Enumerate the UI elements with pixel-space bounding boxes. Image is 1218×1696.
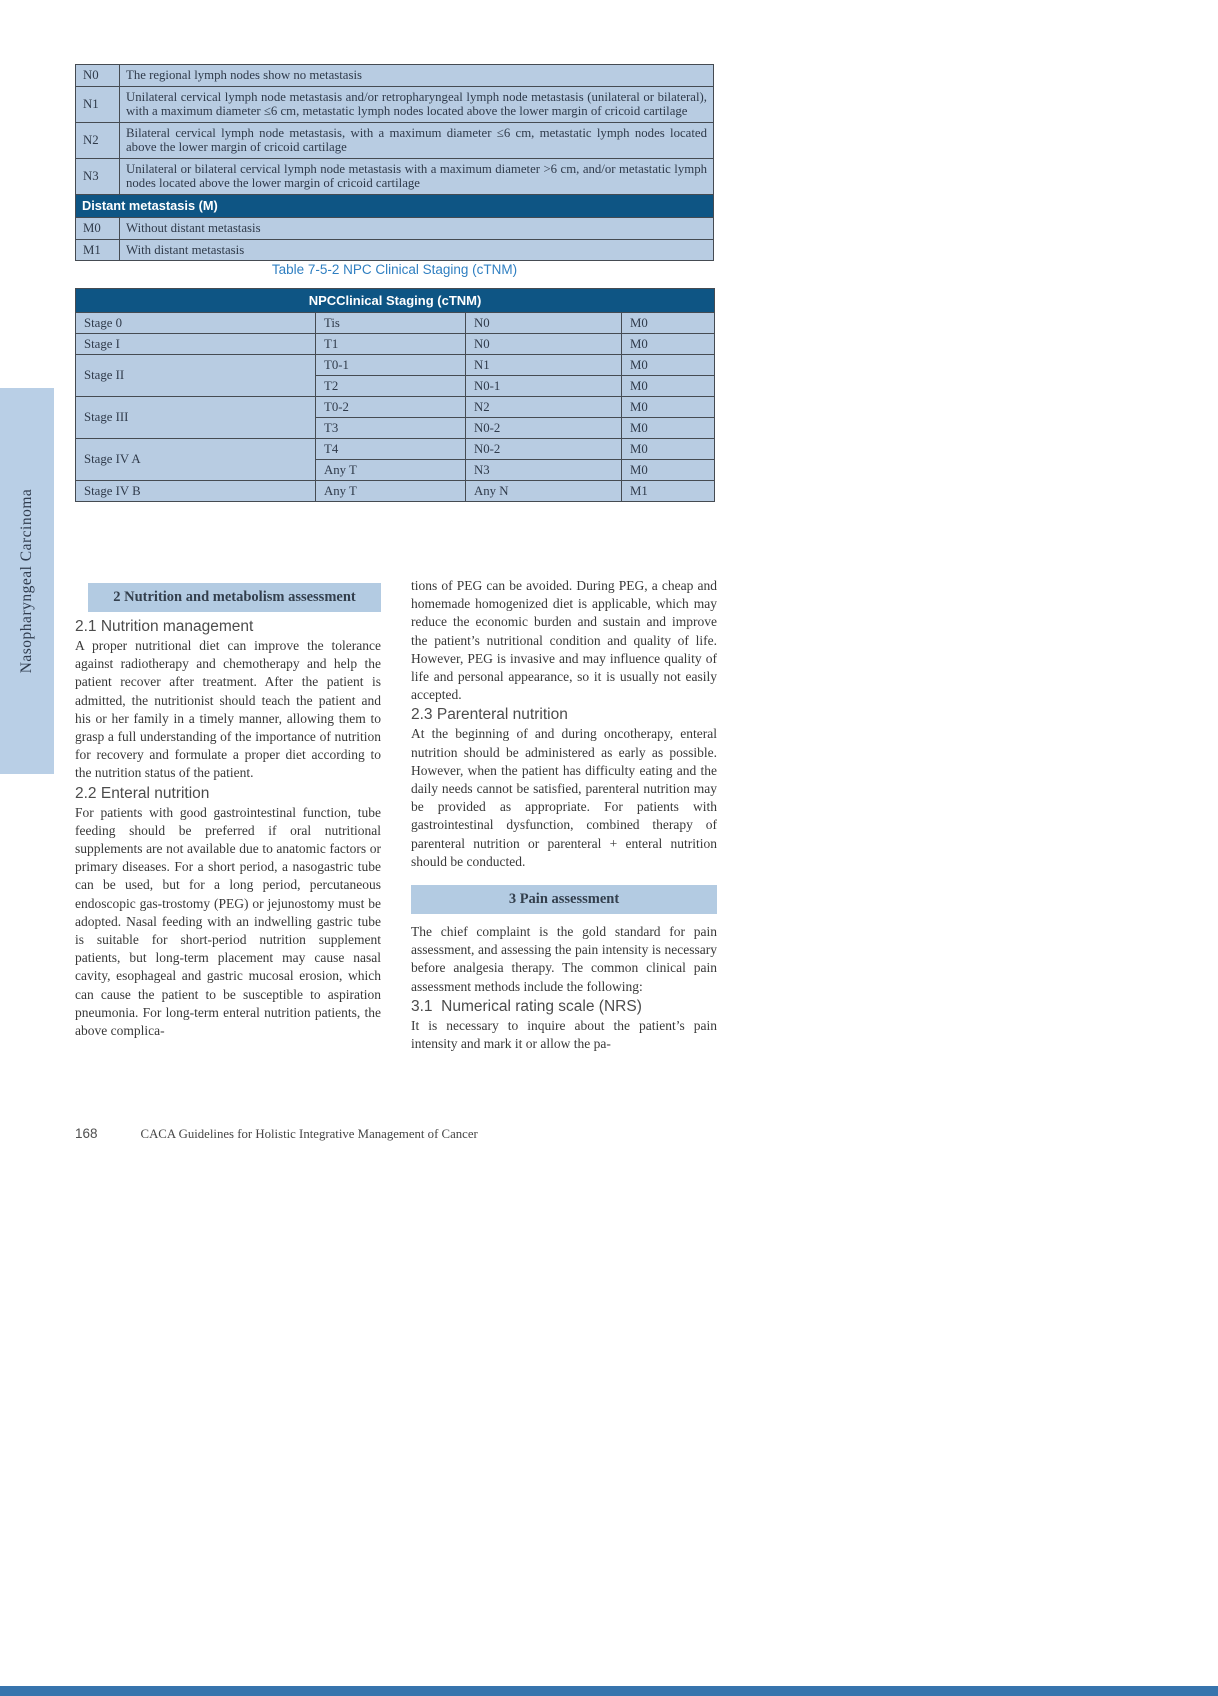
- tnm-table-row: [76, 218, 714, 240]
- staging-m-cell: M0: [622, 313, 715, 334]
- subsection-heading: 3.1 Numerical rating scale (NRS): [411, 997, 642, 1015]
- page-footer: [75, 1126, 478, 1142]
- tnm-n-m-classification-table: [75, 64, 714, 261]
- staging-m-cell: M0: [622, 439, 715, 460]
- book-title: CACA Guidelines for Holistic Integrative Management of Cancer: [140, 1127, 478, 1141]
- staging-n-cell: Any N: [466, 481, 622, 502]
- subsection-heading: 2.2 Enteral nutrition: [75, 784, 210, 802]
- body-columns: [75, 577, 717, 1053]
- staging-t-cell: T0-1: [316, 355, 466, 376]
- page-number: 168: [75, 1126, 98, 1141]
- tnm-table-row: [76, 194, 714, 218]
- tnm-code-cell: M1: [76, 239, 120, 261]
- tnm-table-row: [76, 239, 714, 261]
- staging-n-cell: N3: [466, 460, 622, 481]
- staging-n-cell: N0-2: [466, 418, 622, 439]
- body-paragraph: It is necessary to inquire about the patient’s pain intensity and mark it or allow the pa-: [411, 1017, 717, 1052]
- staging-t-cell: T1: [316, 334, 466, 355]
- tnm-description-cell: With distant metastasis: [120, 239, 714, 261]
- staging-m-cell: M0: [622, 397, 715, 418]
- npc-clinical-staging-table: [75, 288, 715, 502]
- tnm-table-row: [76, 158, 714, 194]
- right-column: [411, 577, 717, 1053]
- staging-m-cell: M0: [622, 460, 715, 481]
- staging-table-caption: Table 7-5-2 NPC Clinical Staging (cTNM): [271, 262, 518, 277]
- staging-m-cell: M1: [622, 481, 715, 502]
- tnm-table-row: [76, 122, 714, 158]
- tnm-code-cell: N3: [76, 158, 120, 194]
- section-heading-box: 2 Nutrition and metabolism assessment: [88, 583, 381, 612]
- tnm-description-cell: Bilateral cervical lymph node metastasis, with a maximum diameter ≤6 cm, metastatic lymph nodes located above the lower margin of cricoid cartilage: [120, 122, 714, 158]
- staging-row: [76, 439, 715, 460]
- staging-t-cell: Tis: [316, 313, 466, 334]
- staging-t-cell: Any T: [316, 460, 466, 481]
- staging-stage-cell: Stage III: [76, 397, 316, 439]
- tnm-code-cell: M0: [76, 218, 120, 240]
- staging-t-cell: T3: [316, 418, 466, 439]
- tnm-description-cell: Unilateral or bilateral cervical lymph node metastasis with a maximum diameter >6 cm, and/or metastatic lymph nodes located above the lower margin of cricoid cartilage: [120, 158, 714, 194]
- left-column: [75, 577, 381, 1053]
- body-paragraph: tions of PEG can be avoided. During PEG, a cheap and homemade homogenized diet is applicable, which may reduce the economic burden and sustain and improve the patient’s nutritional condition and quality of life. However, PEG is invasive and may influence quality of life and personal appearance, so it is usually not easily accepted.: [411, 578, 717, 703]
- staging-m-cell: M0: [622, 355, 715, 376]
- staging-row: [76, 481, 715, 502]
- staging-m-cell: M0: [622, 334, 715, 355]
- subsection-heading: 2.1 Nutrition management: [75, 618, 254, 635]
- staging-n-cell: N0: [466, 313, 622, 334]
- body-paragraph: At the beginning of and during oncotherapy, enteral nutrition should be administered as early as possible. However, when the patient has difficulty eating and the daily needs cannot be satisfied, parenteral nutrition may be provided as appropriate. For patients with gastrointestinal dysfunction, combined therapy of parenteral nutrition or parenteral + enteral nutrition should be conducted.: [411, 726, 717, 869]
- staging-row: [76, 334, 715, 355]
- staging-n-cell: N0-2: [466, 439, 622, 460]
- subsection-heading: 2.3 Parenteral nutrition: [411, 706, 568, 724]
- tnm-description-cell: Unilateral cervical lymph node metastasis and/or retropharyngeal lymph node metastasis (unilateral or bilateral), with a maximum diameter ≤6 cm, metastatic lymph nodes located above the lower margin of cricoid cartilage: [120, 86, 714, 122]
- section-heading-box: 3 Pain assessment: [411, 885, 717, 914]
- tnm-code-cell: N0: [76, 65, 120, 87]
- chapter-title-vertical: Nasopharyngeal Carcinoma: [18, 488, 35, 674]
- staging-t-cell: T0-2: [316, 397, 466, 418]
- staging-row: [76, 397, 715, 418]
- tnm-table-row: [76, 86, 714, 122]
- chapter-sidebar-tab: [0, 388, 54, 774]
- staging-stage-cell: Stage I: [76, 334, 316, 355]
- staging-stage-cell: Stage IV A: [76, 439, 316, 481]
- body-paragraph: A proper nutritional diet can improve the tolerance against radiotherapy and chemotherapy and help the patient recover after treatment. After the patient is admitted, the nutritionist should teach the patient and his or her family in a timely manner, allowing them to grasp a full understanding of the importance of nutrition for recovery and formulate a proper diet according to the nutrition status of the patient.: [75, 638, 381, 781]
- tnm-table-row: [76, 65, 714, 87]
- staging-t-cell: T4: [316, 439, 466, 460]
- staging-row: [76, 313, 715, 334]
- staging-n-cell: N1: [466, 355, 622, 376]
- staging-m-cell: M0: [622, 418, 715, 439]
- staging-row: [76, 355, 715, 376]
- tnm-code-cell: N1: [76, 86, 120, 122]
- staging-stage-cell: Stage 0: [76, 313, 316, 334]
- tnm-description-cell: Without distant metastasis: [120, 218, 714, 240]
- staging-stage-cell: Stage IV B: [76, 481, 316, 502]
- staging-t-cell: Any T: [316, 481, 466, 502]
- staging-stage-cell: Stage II: [76, 355, 316, 397]
- body-paragraph: The chief complaint is the gold standard for pain assessment, and assessing the pain intensity is necessary before analgesia therapy. The common clinical pain assessment methods include the following:: [411, 924, 717, 994]
- staging-n-cell: N0: [466, 334, 622, 355]
- bottom-accent-bar: [0, 1686, 1218, 1696]
- staging-table-title: NPCClinical Staging (cTNM): [76, 289, 715, 313]
- staging-n-cell: N2: [466, 397, 622, 418]
- staging-m-cell: M0: [622, 376, 715, 397]
- staging-n-cell: N0-1: [466, 376, 622, 397]
- tnm-code-cell: N2: [76, 122, 120, 158]
- tnm-description-cell: The regional lymph nodes show no metastasis: [120, 65, 714, 87]
- staging-t-cell: T2: [316, 376, 466, 397]
- staging-header-row: [76, 289, 715, 313]
- body-paragraph: For patients with good gastrointestinal function, tube feeding should be preferred if oral nutritional supplements are not available due to anatomic factors or primary diseases. For a short period, a nasogastric tube can be used, but for a long period, percutaneous endoscopic gas-trostomy (PEG) or jejunostomy must be adopted. Nasal feeding with an indwelling gastric tube is suitable for short-period nutrition supplement patients, but long-term placement may cause nasal cavity, esophageal and gastric mucosal erosion, which can cause the patient to be susceptible to aspiration pneumonia. For long-term enteral nutrition patients, the above complica-: [75, 804, 381, 1039]
- tnm-section-header: Distant metastasis (M): [76, 194, 714, 218]
